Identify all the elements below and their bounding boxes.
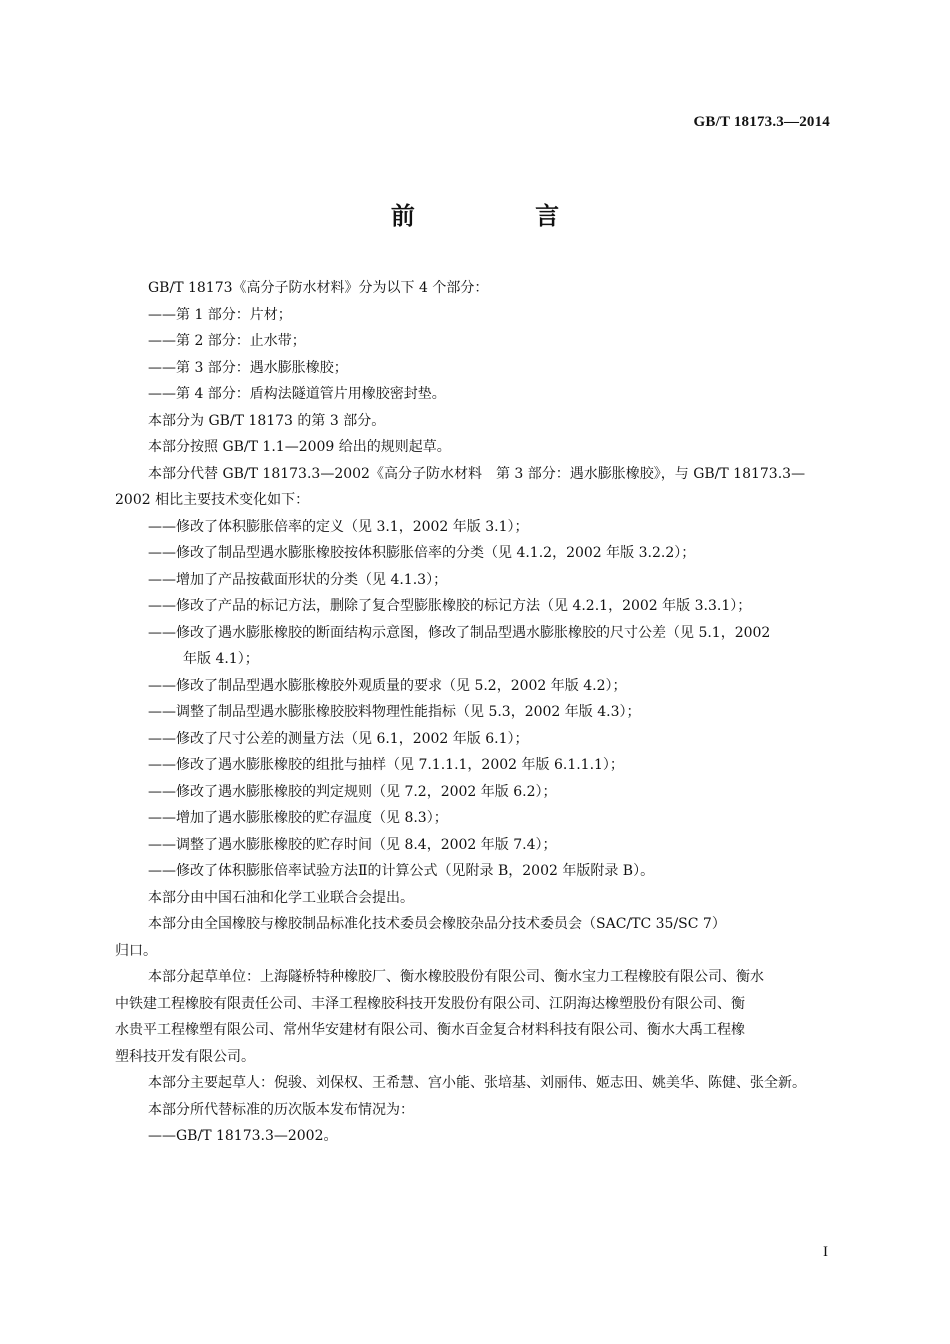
list-item: ——第 2 部分：止水带； bbox=[148, 333, 306, 349]
list-item: ——修改了产品的标记方法，删除了复合型膨胀橡胶的标记方法（见 4.2.1，2002 年版 3.3.1）； bbox=[148, 598, 752, 614]
list-item: ——增加了遇水膨胀橡胶的贮存温度（见 8.3）； bbox=[148, 810, 448, 826]
list-item: ——修改了体积膨胀倍率试验方法Ⅱ的计算公式（见附录 B，2002 年版附录 B）。 bbox=[148, 863, 655, 879]
list-item: ——修改了遇水膨胀橡胶的判定规则（见 7.2，2002 年版 6.2）； bbox=[148, 783, 557, 800]
list-item: ——GB/T 18173.3—2002。 bbox=[148, 1128, 338, 1144]
document-code: GB/T 18173.3—2014 bbox=[693, 114, 830, 130]
paragraph-continuation: 中铁建工程橡胶有限责任公司、丰泽工程橡胶科技开发股份有限公司、江阴海达橡塑股份有限公司、衡 bbox=[115, 995, 745, 1012]
list-item: ——调整了制品型遇水膨胀橡胶胶料物理性能指标（见 5.3，2002 年版 4.3）； bbox=[148, 704, 641, 720]
paragraph: 本部分按照 GB/T 1.1—2009 给出的规则起草。 bbox=[148, 439, 451, 455]
list-item: ——修改了遇水膨胀橡胶的组批与抽样（见 7.1.1.1，2002 年版 6.1.1.1）； bbox=[148, 757, 624, 773]
paragraph: 本部分为 GB/T 18173 的第 3 部分。 bbox=[148, 412, 386, 429]
paragraph-continuation: 水贵平工程橡塑有限公司、常州华安建材有限公司、衡水百金复合材料科技有限公司、衡水大禹工程橡 bbox=[115, 1022, 745, 1038]
list-item: ——修改了体积膨胀倍率的定义（见 3.1，2002 年版 3.1）； bbox=[148, 518, 529, 535]
paragraph: 本部分主要起草人：倪骏、刘保权、王希慧、宫小能、张培基、刘丽伟、姬志田、姚美华、陈健、张全新。 bbox=[148, 1075, 806, 1091]
paragraph: 本部分由全国橡胶与橡胶制品标准化技术委员会橡胶杂品分技术委员会（SAC/TC 35/SC 7） bbox=[148, 916, 726, 932]
list-item: ——修改了制品型遇水膨胀橡胶外观质量的要求（见 5.2，2002 年版 4.2）； bbox=[148, 677, 627, 694]
paragraph: GB/T 18173《高分子防水材料》分为以下 4 个部分： bbox=[148, 280, 489, 296]
section-title: 前 言 bbox=[390, 202, 616, 230]
list-item: ——增加了产品按截面形状的分类（见 4.1.3）； bbox=[148, 571, 448, 588]
list-item: ——修改了制品型遇水膨胀橡胶按体积膨胀倍率的分类（见 4.1.2，2002 年版 3.2.2）； bbox=[148, 545, 696, 561]
paragraph: 本部分代替 GB/T 18173.3—2002《高分子防水材料 第 3 部分：遇水膨胀橡胶》，与 GB/T 18173.3— bbox=[148, 465, 806, 482]
list-item: ——调整了遇水膨胀橡胶的贮存时间（见 8.4，2002 年版 7.4）； bbox=[148, 836, 557, 853]
paragraph: 本部分起草单位：上海隧桥特种橡胶厂、衡水橡胶股份有限公司、衡水宝力工程橡胶有限公司、衡水 bbox=[148, 969, 764, 985]
paragraph: 本部分由中国石油和化学工业联合会提出。 bbox=[148, 889, 414, 906]
page-number: I bbox=[823, 1244, 828, 1260]
list-item: ——第 4 部分：盾构法隧道管片用橡胶密封垫。 bbox=[148, 386, 446, 402]
list-item: ——第 3 部分：遇水膨胀橡胶； bbox=[148, 359, 348, 376]
foreword-body bbox=[115, 275, 855, 1150]
paragraph-continuation: 塑科技开发有限公司。 bbox=[115, 1048, 255, 1065]
paragraph-continuation: 2002 相比主要技术变化如下： bbox=[115, 492, 310, 508]
list-item-continuation: 年版 4.1）； bbox=[183, 651, 259, 667]
paragraph-continuation: 归口。 bbox=[115, 942, 157, 959]
paragraph: 本部分所代替标准的历次版本发布情况为： bbox=[148, 1101, 414, 1118]
list-item: ——修改了尺寸公差的测量方法（见 6.1，2002 年版 6.1）； bbox=[148, 730, 529, 747]
list-item: ——第 1 部分：片材； bbox=[148, 306, 292, 323]
list-item: ——修改了遇水膨胀橡胶的断面结构示意图，修改了制品型遇水膨胀橡胶的尺寸公差（见 5.1，2002 bbox=[148, 624, 771, 641]
